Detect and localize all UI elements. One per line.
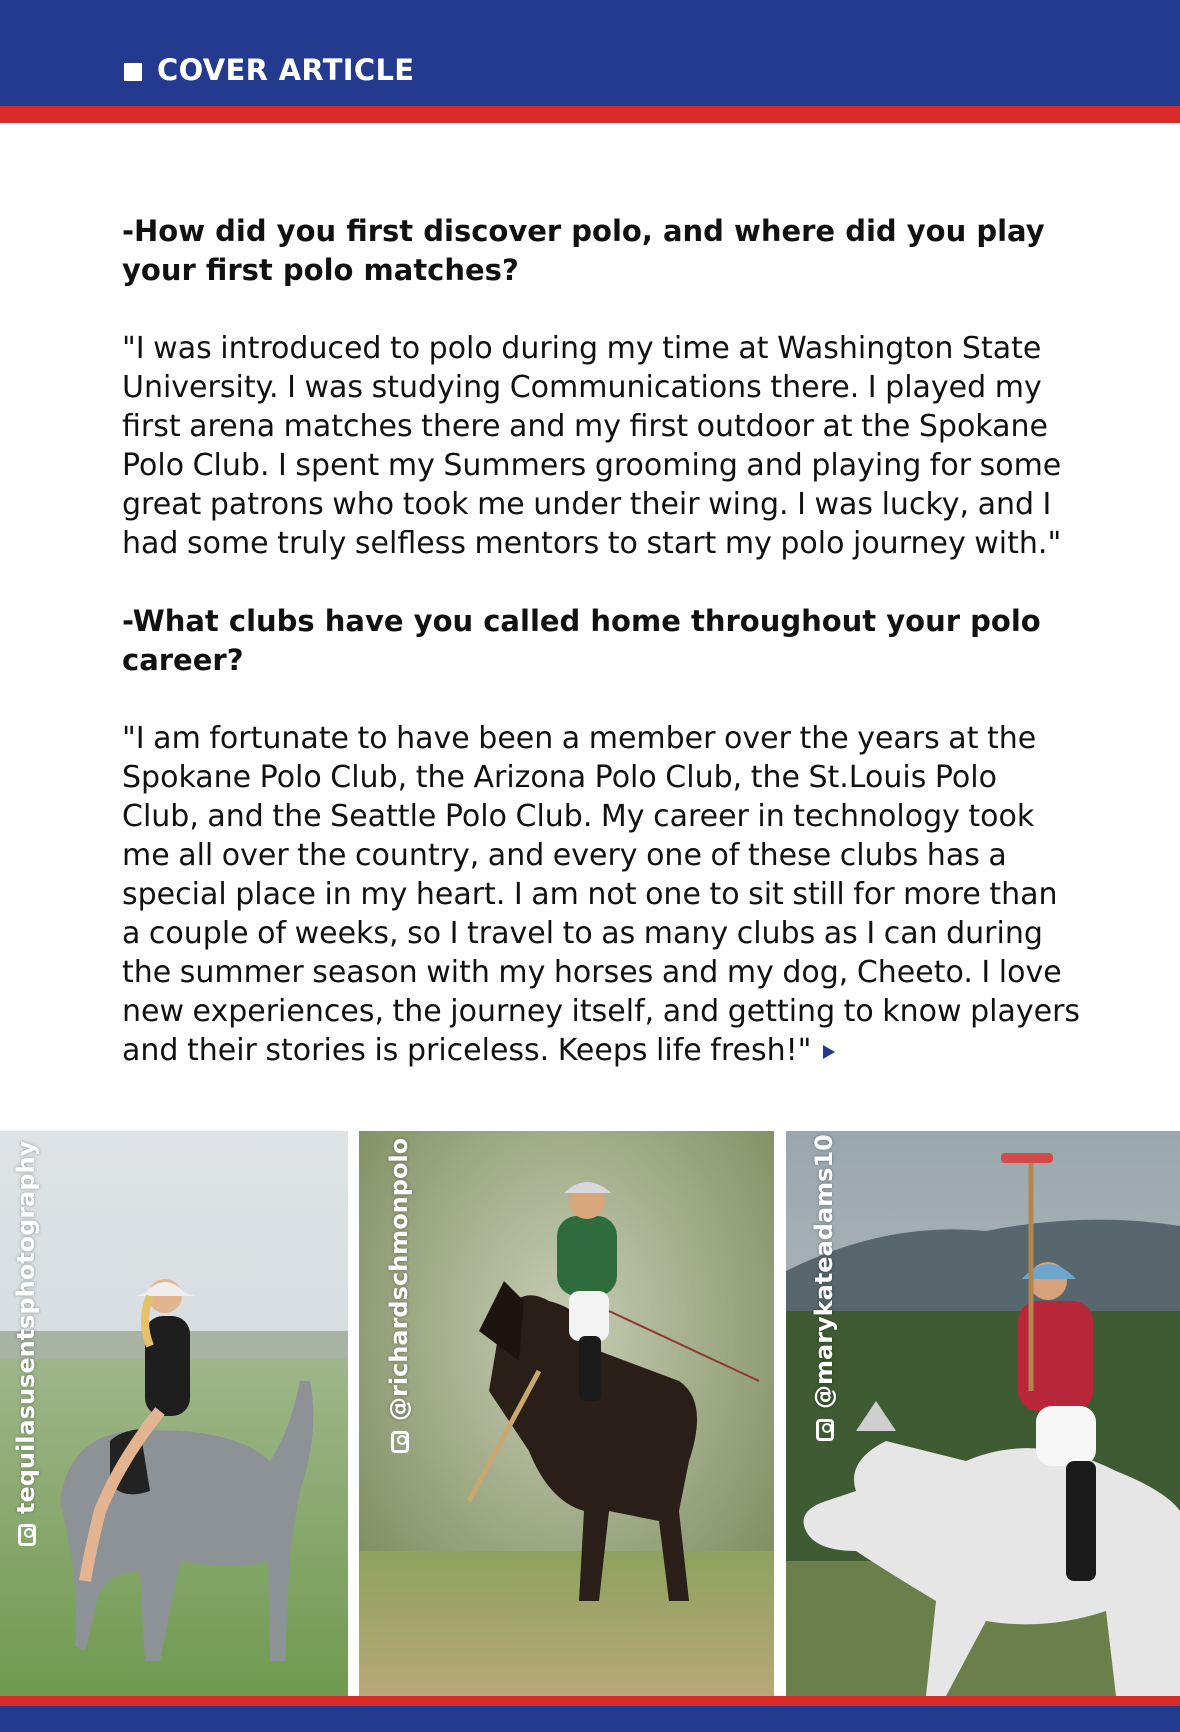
photo-credit-2: @richardschmonpolo bbox=[385, 1138, 413, 1453]
photo-strip bbox=[0, 1131, 1180, 1696]
header-red-stripe bbox=[0, 106, 1180, 123]
question-1: -How did you first discover polo, and where did you play your first polo matches? bbox=[122, 214, 1045, 287]
photo-rider-green-jersey bbox=[359, 1131, 774, 1696]
photo-rider-black-dress bbox=[0, 1131, 348, 1696]
answer-1: "I was introduced to polo during my time at Washington State University. I was studying Communications there. I played my first arena matches there and my first outdoor at the Spokane Polo Club. I spent my Summers grooming and playing for some great patrons who took me under their wing. I was lucky, and I had some truly selfless mentors to start my polo journey with." bbox=[122, 331, 1062, 561]
section-label: COVER ARTICLE bbox=[157, 53, 415, 87]
answer-2-text: "I am fortunate to have been a member over the years at the Spokane Polo Club, the Arizona Polo Club, the St.Louis Polo Club, and the Seattle Polo Club. My career in technology took me all over the country, and every one of these clubs has a special place in my heart. I am not one to sit still for more than a couple of weeks, so I travel to as many clubs as I can during the summer season with my horses and my dog, Cheeto. I love new experiences, the journey itself, and getting to know players and their stories is priceless. Keeps life fresh!" bbox=[122, 721, 1081, 1068]
camera-icon bbox=[816, 1419, 834, 1441]
continue-arrow-icon bbox=[823, 1045, 835, 1059]
section-square-icon bbox=[124, 63, 142, 81]
question-2: -What clubs have you called home throughout your polo career? bbox=[122, 604, 1041, 677]
header-bar bbox=[0, 0, 1180, 106]
photo-credit-1: tequilasusentsphotography bbox=[12, 1141, 40, 1546]
photo-credit-3: @marykateadams10 bbox=[810, 1134, 838, 1441]
answer-2 bbox=[122, 719, 1082, 1070]
camera-icon bbox=[18, 1524, 36, 1546]
photo-rider-red-jersey bbox=[786, 1131, 1180, 1696]
footer-blue-bar bbox=[0, 1706, 1180, 1732]
footer-red-stripe bbox=[0, 1696, 1180, 1706]
camera-icon bbox=[391, 1431, 409, 1453]
article-body bbox=[122, 212, 1082, 1070]
